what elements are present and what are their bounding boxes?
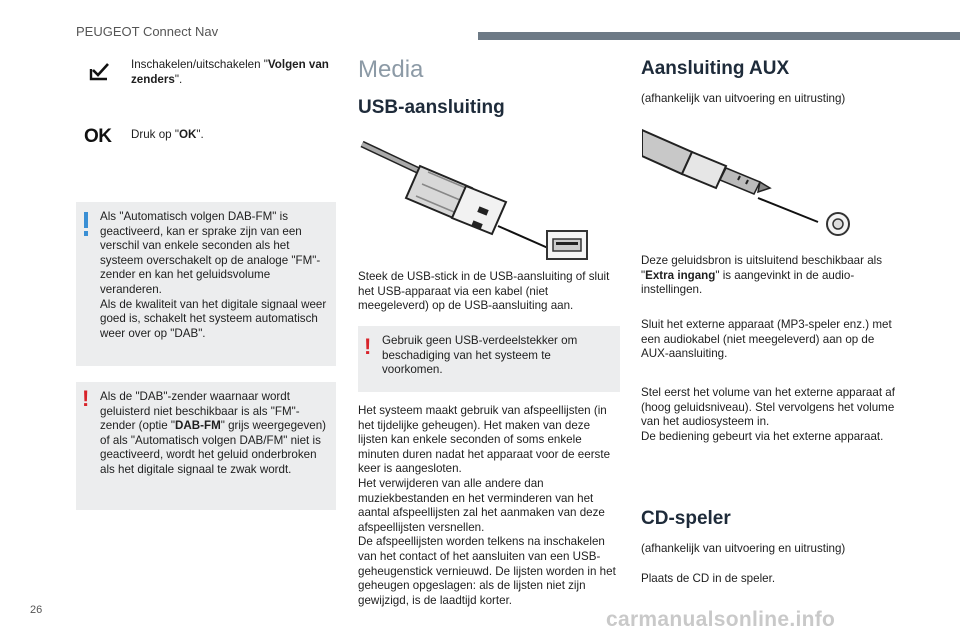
warning-icon: ! [82,386,90,411]
header-bar [478,32,960,40]
info-icon [84,212,88,228]
volgen-van-zenders-instruction: Inschakelen/uitschakelen "Volgen van zenders". [131,58,329,86]
aux-heading: Aansluiting AUX [641,58,790,79]
aux-source-text: Deze geluidsbron is uitsluitend beschikbaar als "Extra ingang" is aangevinkt in de audio-instellingen. [641,254,883,297]
warning-icon: ! [364,334,372,359]
usb-instruction-text: Steek de USB-stick in de USB-aansluiting of sluit het USB-apparaat via een kabel (niet meegeleverd) op de USB-aansluiting aan. [358,270,610,313]
playlist-text: Het systeem maakt gebruik van afspeellijsten (in het tijdelijke geheugen). Het maken van deze lijsten kan enkele seconden of soms enkele minuten duren nadat het apparaat voor de eerste keer is aangesloten. Het verwijderen van alle andere dan muziekbestanden en het verminderen van het aantal afspeellijsten zal het aanmaken van deze afspeellijsten versnellen. De afspeellijsten worden telkens na inschakelen van het contact of het aansluiten van een USB-geheugenstick vernieuwd. De lijsten worden in het geheugen opgeslagen: als de lijsten niet zijn gewijzigd, is de laadtijd korter. [358,404,616,607]
aux-availability-note: (afhankelijk van uitvoering en uitrusting) [641,92,846,105]
page-number: 26 [30,604,43,616]
usb-stick-illustration [360,138,592,262]
cd-availability-note: (afhankelijk van uitvoering en uitrusting) [641,542,846,555]
dab-warning-text: Als de "DAB"-zender waarnaar wordt geluisterd niet beschikbaar is als "FM"-zender (optie "DAB-FM" grijs weergegeven) of als "Automatisch volgen DAB/FM" niet is geactiveerd, wordt het geluid onderbroken als het digitale signaal te zwak wordt. [100,390,327,476]
info-note [76,202,336,366]
aux-jack-illustration [642,122,854,238]
cd-heading: CD-speler [641,508,731,529]
header-title: PEUGEOT Connect Nav [76,24,219,39]
section-title-media: Media [358,56,424,83]
cd-instruction-text: Plaats de CD in de speler. [641,572,776,585]
watermark: carmanualsonline.info [606,608,836,631]
usb-hub-warning-note [358,326,620,392]
aux-connect-text: Sluit het externe apparaat (MP3-speler enz.) met een audiokabel (niet meegeleverd) aan op de AUX-aansluiting. [641,318,892,361]
volgen-van-zenders-label: Volgen van zenders [131,58,329,86]
press-ok-instruction: Druk op "OK". [131,128,204,141]
aux-volume-text: Stel eerst het volume van het externe apparaat af (hoog geluidsniveau). Stel vervolgens het volume van het audiosysteem in. De bediening gebeurt via het externe apparaat. [641,386,895,443]
info-note-text: Als "Automatisch volgen DAB-FM" is geactiveerd, kan er sprake zijn van een verschil van enkele seconden als het systeem overschakelt op de analoge "FM"-zender en kan het geluidsvolume veranderen. Als de kwaliteit van het digitale signaal weer goed is, schakelt het systeem automatisch weer over op "DAB". [100,210,327,340]
usb-hub-warning-text: Gebruik geen USB-verdeelstekker om beschadiging van het systeem te voorkomen. [382,334,578,377]
checkbox-tick-icon [88,60,110,82]
usb-heading: USB-aansluiting [358,97,505,118]
ok-icon: OK [84,126,112,147]
dab-warning-note [76,382,336,510]
